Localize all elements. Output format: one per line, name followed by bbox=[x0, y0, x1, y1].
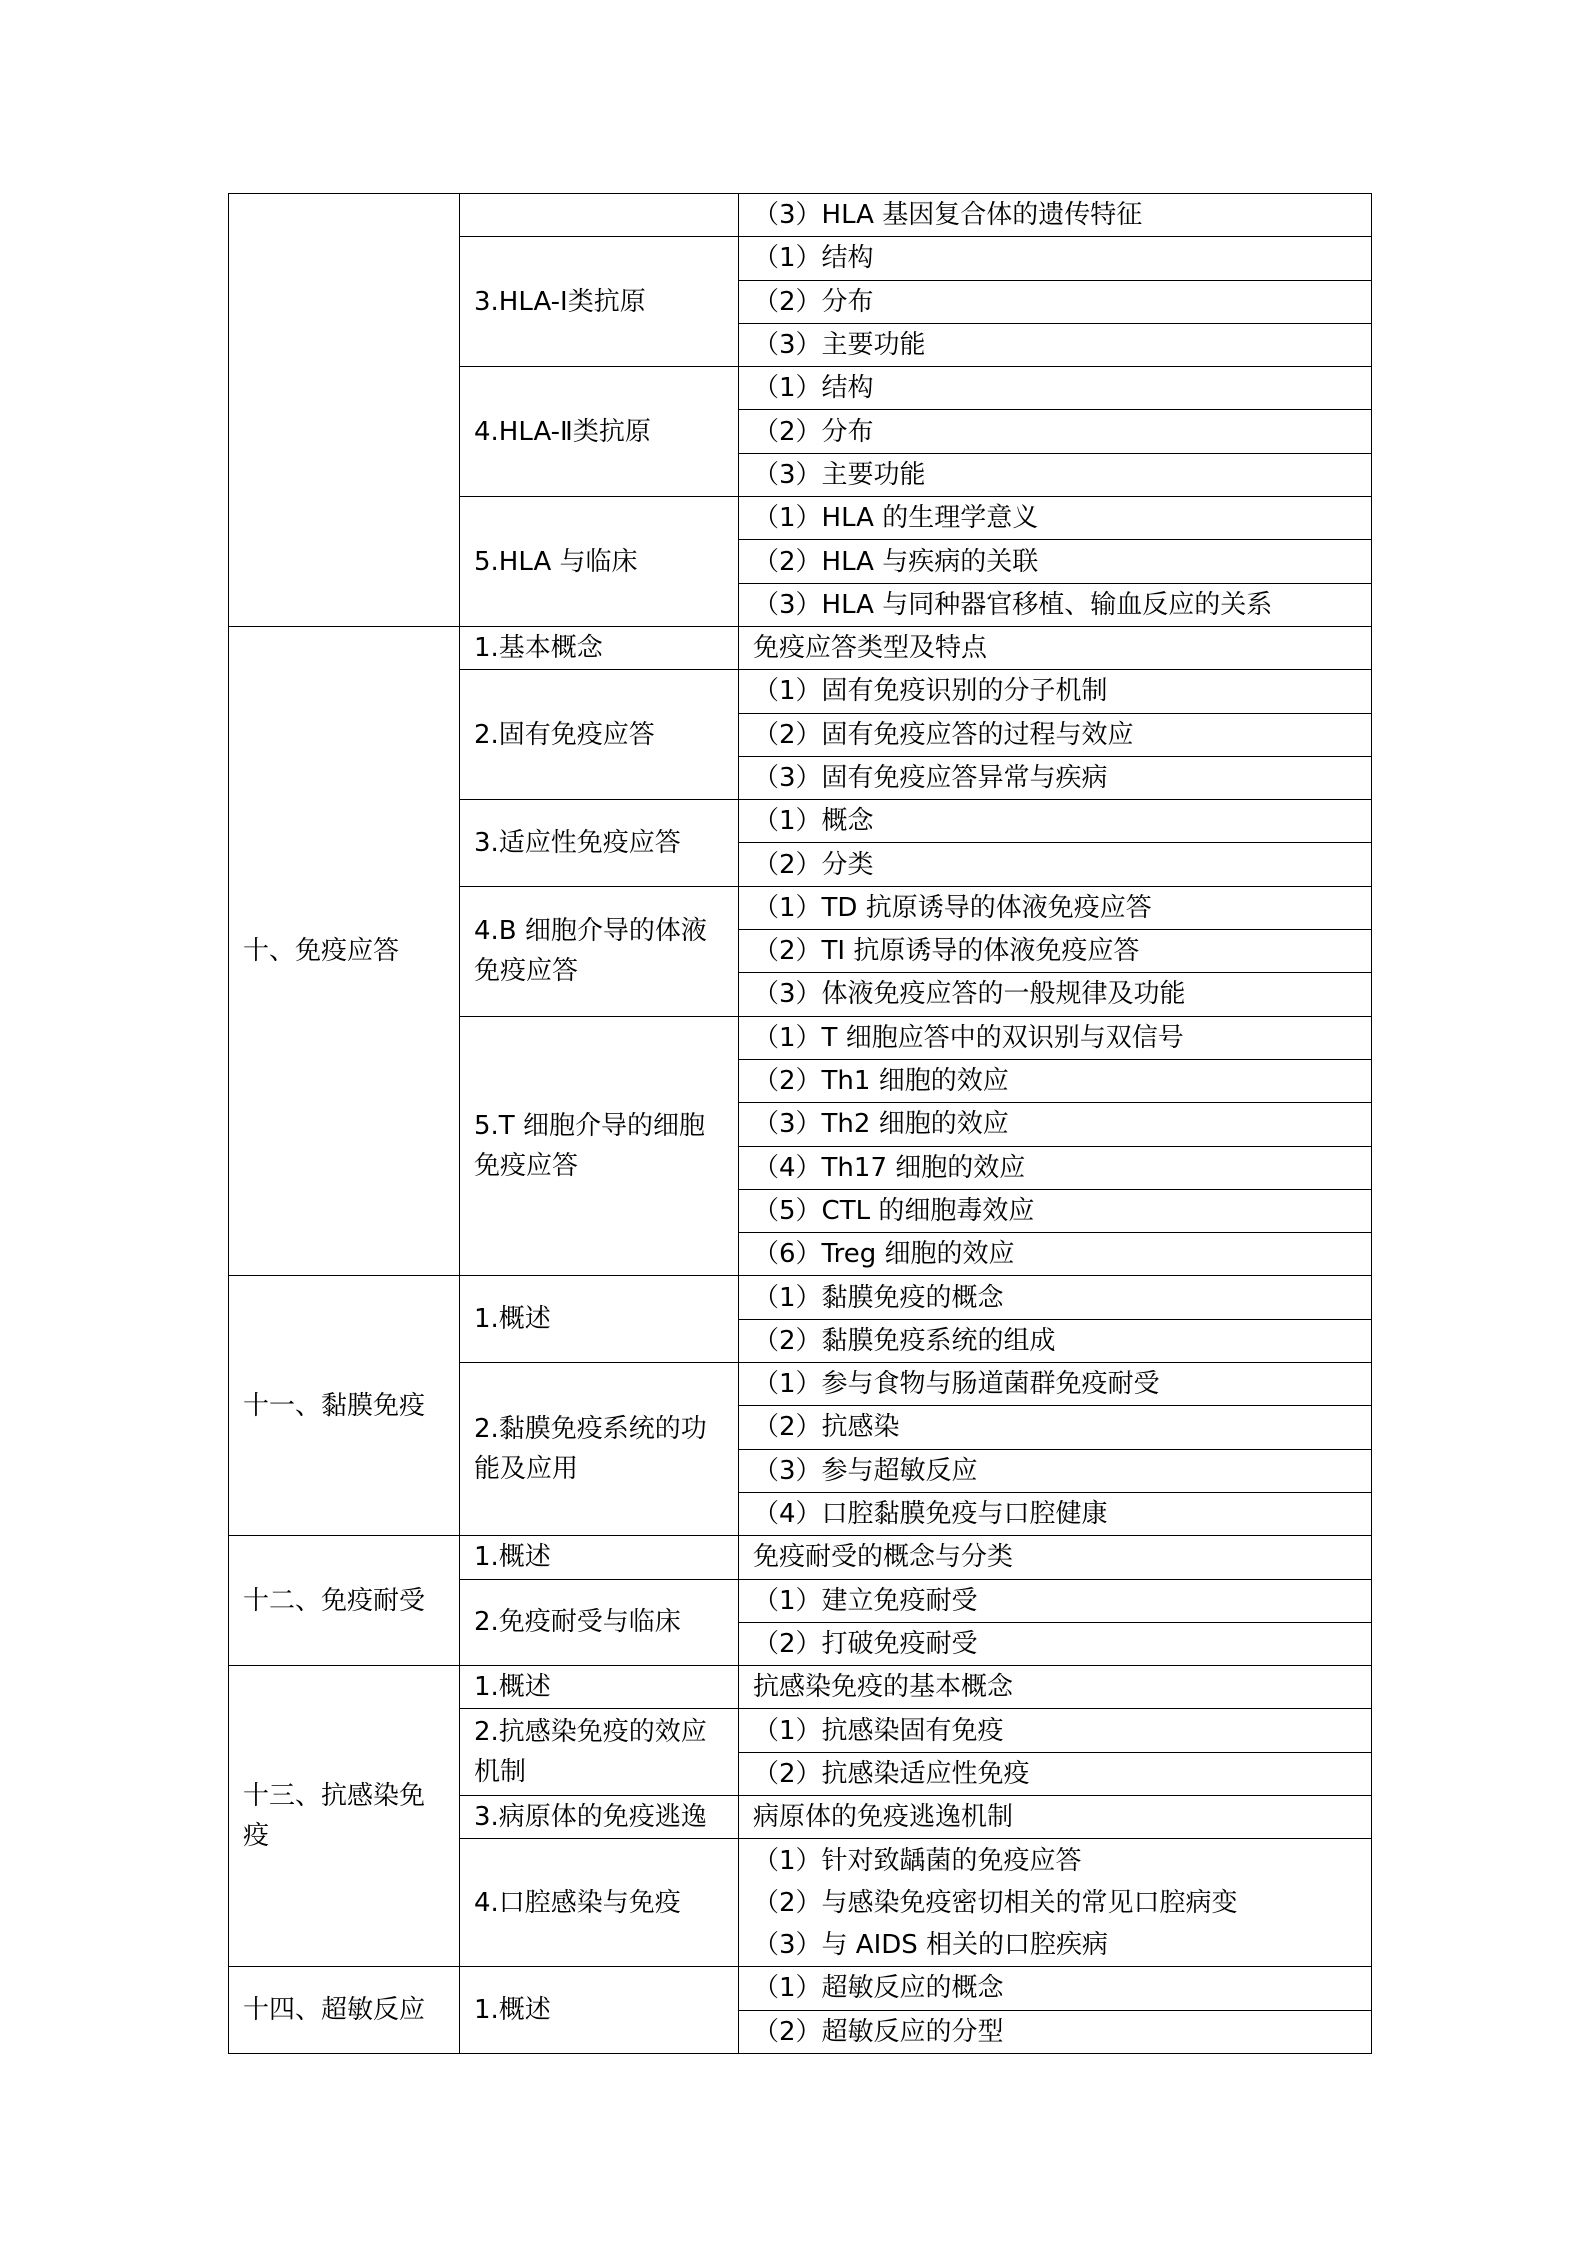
item-cell: （2）抗感染适应性免疫 bbox=[739, 1752, 1372, 1795]
item-cell: （3）体液免疫应答的一般规律及功能 bbox=[739, 973, 1372, 1016]
table-row bbox=[229, 1536, 1372, 1579]
item-cell: （2）黏膜免疫系统的组成 bbox=[739, 1319, 1372, 1362]
item-cell: （3）参与超敏反应 bbox=[739, 1449, 1372, 1492]
item-cell bbox=[739, 1839, 1372, 1967]
item-cell: 免疫应答类型及特点 bbox=[739, 626, 1372, 669]
item-cell: （4）Th17 细胞的效应 bbox=[739, 1146, 1372, 1189]
item-cell: （3）主要功能 bbox=[739, 453, 1372, 496]
item-cell: （2）打破免疫耐受 bbox=[739, 1622, 1372, 1665]
section-cell: 2.免疫耐受与临床 bbox=[460, 1579, 739, 1666]
item-line: （2）与感染免疫密切相关的常见口腔病变 bbox=[753, 1887, 1238, 1918]
section-cell: 1.概述 bbox=[460, 1276, 739, 1363]
item-cell: （1）超敏反应的概念 bbox=[739, 1967, 1372, 2010]
item-cell: （2）Th1 细胞的效应 bbox=[739, 1059, 1372, 1102]
item-cell: （1）固有免疫识别的分子机制 bbox=[739, 670, 1372, 713]
table-row bbox=[229, 1967, 1372, 2010]
section-cell: 5.HLA 与临床 bbox=[460, 497, 739, 627]
section-cell: 1.概述 bbox=[460, 1666, 739, 1709]
item-cell: （1）抗感染固有免疫 bbox=[739, 1709, 1372, 1752]
section-cell: 1.概述 bbox=[460, 1967, 739, 2054]
item-cell: （3）HLA 与同种器官移植、输血反应的关系 bbox=[739, 583, 1372, 626]
item-cell: （1）结构 bbox=[739, 237, 1372, 280]
item-cell: （1）黏膜免疫的概念 bbox=[739, 1276, 1372, 1319]
item-cell: （3）Th2 细胞的效应 bbox=[739, 1103, 1372, 1146]
item-cell: （1）HLA 的生理学意义 bbox=[739, 497, 1372, 540]
section-cell: 5.T 细胞介导的细胞免疫应答 bbox=[460, 1016, 739, 1276]
table-row bbox=[229, 1666, 1372, 1709]
item-cell: （2）抗感染 bbox=[739, 1406, 1372, 1449]
chapter-cell: 十二、免疫耐受 bbox=[229, 1536, 460, 1666]
section-cell: 4.HLA-Ⅱ类抗原 bbox=[460, 367, 739, 497]
item-cell: （1）建立免疫耐受 bbox=[739, 1579, 1372, 1622]
section-cell: 4.口腔感染与免疫 bbox=[460, 1839, 739, 1967]
item-cell: （1）参与食物与肠道菌群免疫耐受 bbox=[739, 1363, 1372, 1406]
table-row bbox=[229, 194, 1372, 237]
item-cell: （2）HLA 与疾病的关联 bbox=[739, 540, 1372, 583]
table-row bbox=[229, 626, 1372, 669]
item-line: （3）与 AIDS 相关的口腔疾病 bbox=[753, 1929, 1109, 1960]
chapter-cell: 十四、超敏反应 bbox=[229, 1967, 460, 2054]
item-cell: （4）口腔黏膜免疫与口腔健康 bbox=[739, 1492, 1372, 1535]
item-line: （1）针对致龋菌的免疫应答 bbox=[753, 1845, 1082, 1876]
item-cell: （2）分类 bbox=[739, 843, 1372, 886]
item-cell: （2）分布 bbox=[739, 280, 1372, 323]
table-row bbox=[229, 1276, 1372, 1319]
section-cell: 3.HLA-Ⅰ类抗原 bbox=[460, 237, 739, 367]
item-cell: （3）主要功能 bbox=[739, 323, 1372, 366]
item-cell: （1）TD 抗原诱导的体液免疫应答 bbox=[739, 886, 1372, 929]
section-cell: 3.病原体的免疫逃逸 bbox=[460, 1795, 739, 1838]
item-cell: （5）CTL 的细胞毒效应 bbox=[739, 1189, 1372, 1232]
item-cell: （3）HLA 基因复合体的遗传特征 bbox=[739, 194, 1372, 237]
section-cell: 4.B 细胞介导的体液免疫应答 bbox=[460, 886, 739, 1016]
section-cell: 2.固有免疫应答 bbox=[460, 670, 739, 800]
section-cell: 2.黏膜免疫系统的功能及应用 bbox=[460, 1363, 739, 1536]
chapter-cell bbox=[229, 194, 460, 627]
item-cell: 病原体的免疫逃逸机制 bbox=[739, 1795, 1372, 1838]
chapter-cell: 十、免疫应答 bbox=[229, 626, 460, 1275]
item-cell: （3）固有免疫应答异常与疾病 bbox=[739, 756, 1372, 799]
syllabus-table bbox=[228, 193, 1372, 2054]
item-cell: （1）T 细胞应答中的双识别与双信号 bbox=[739, 1016, 1372, 1059]
item-cell: （2）TI 抗原诱导的体液免疫应答 bbox=[739, 930, 1372, 973]
item-cell: （6）Treg 细胞的效应 bbox=[739, 1233, 1372, 1276]
item-cell: （2）固有免疫应答的过程与效应 bbox=[739, 713, 1372, 756]
section-cell: 2.抗感染免疫的效应机制 bbox=[460, 1709, 739, 1796]
chapter-cell: 十一、黏膜免疫 bbox=[229, 1276, 460, 1536]
item-cell: （2）超敏反应的分型 bbox=[739, 2010, 1372, 2053]
item-cell: （2）分布 bbox=[739, 410, 1372, 453]
section-cell: 1.概述 bbox=[460, 1536, 739, 1579]
item-cell: （1）概念 bbox=[739, 800, 1372, 843]
section-cell: 1.基本概念 bbox=[460, 626, 739, 669]
chapter-cell: 十三、抗感染免疫 bbox=[229, 1666, 460, 1967]
item-cell: 免疫耐受的概念与分类 bbox=[739, 1536, 1372, 1579]
item-cell: 抗感染免疫的基本概念 bbox=[739, 1666, 1372, 1709]
section-cell: 3.适应性免疫应答 bbox=[460, 800, 739, 887]
item-cell: （1）结构 bbox=[739, 367, 1372, 410]
section-cell bbox=[460, 194, 739, 237]
